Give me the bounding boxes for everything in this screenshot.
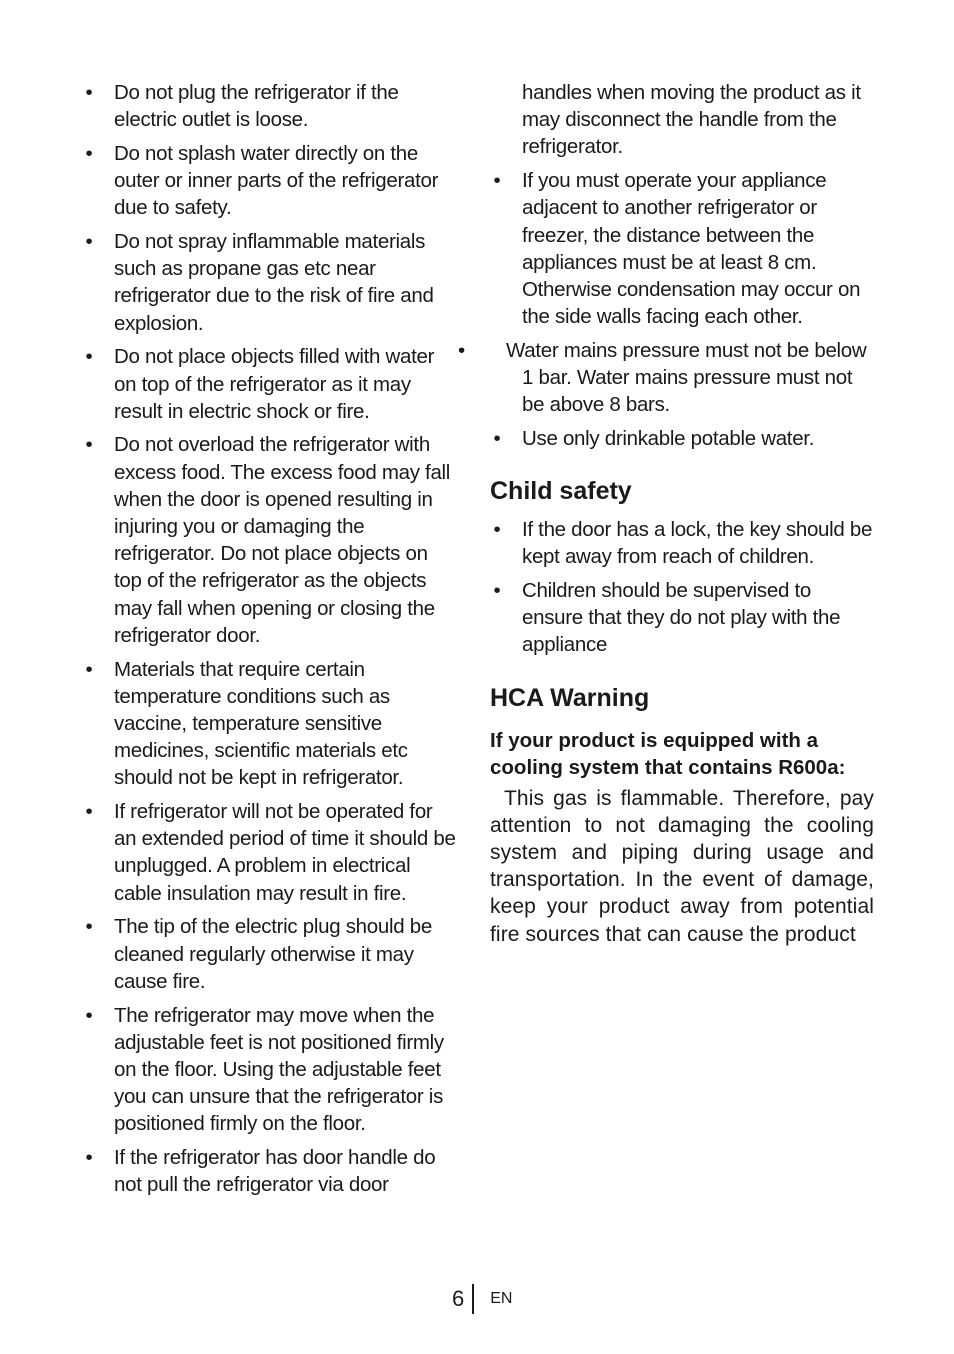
list-item: • Do not splash water directly on the outer or inner parts of the refrigerator due to safety. xyxy=(85,141,439,220)
continued-text: handles when moving the product as it may disconnect the handle from the refrigerator. xyxy=(522,81,861,159)
list-item: • If the door has a lock, the key should be kept away from reach of children. xyxy=(493,518,873,569)
page-number: 6 xyxy=(452,1286,465,1311)
water-list xyxy=(490,425,874,452)
page-footer xyxy=(452,1284,512,1314)
hca-subheading: If your product is equipped with a cooling system that contains R600a: xyxy=(490,728,846,779)
list-item: • Do not plug the refrigerator if the electric outlet is loose. xyxy=(85,81,399,132)
child-safety-list xyxy=(490,516,874,659)
list-item: • The refrigerator may move when the adjustable feet is not positioned firmly on the floor. Using the adjustable feet you can unsure that the refrigerator is positioned firmly on the floor. xyxy=(85,1003,444,1136)
child-safety-heading: Child safety xyxy=(490,477,632,506)
hca-paragraph: This gas is flammable. Therefore, pay attention to not damaging the cooling system and piping during usage and transportation. In the event of damage, keep your product away from potential fire sources that can cause the product xyxy=(490,786,874,946)
list-item: • If refrigerator will not be operated for an extended period of time it should be unplugged. A problem in electrical cable insulation may result in fire. xyxy=(85,800,456,905)
list-item: • Do not spray inflammable materials such as propane gas etc near refrigerator due to the risk of fire and explosion. xyxy=(85,230,434,335)
list-item: • Materials that require certain temperature conditions such as vaccine, temperature sensitive medicines, scientific materials etc should not be kept in refrigerator. xyxy=(85,657,408,790)
language-code: EN xyxy=(490,1290,513,1307)
list-item: • Children should be supervised to ensure that they do not play with the appliance xyxy=(493,579,841,657)
safety-list xyxy=(82,79,458,1198)
list-item: • If the refrigerator has door handle do not pull the refrigerator via door xyxy=(85,1146,436,1197)
list-item: • Do not place objects filled with water on top of the refrigerator as it may result in electric shock or fire. xyxy=(85,345,435,423)
list-item: • Water mains pressure must not be below 1 bar. Water mains pressure must not be above 8 bars. xyxy=(458,338,867,417)
list-item: • If you must operate your appliance adjacent to another refrigerator or freezer, the distance between the appliances must be at least 8 cm. Otherwise condensation may occur on the side walls facing each other. xyxy=(493,169,861,329)
list-item: • Do not overload the refrigerator with excess food. The excess food may fall when the door is opened resulting in injuring you or damaging the refrigerator. Do not place objects on top of the refrigerator as the objects may fall when opening or closing the refrigerator door. xyxy=(85,433,451,647)
list-item: • The tip of the electric plug should be cleaned regularly otherwise it may cause fire. xyxy=(85,915,432,993)
left-column xyxy=(82,79,458,1205)
hca-warning-heading: HCA Warning xyxy=(490,683,650,712)
installation-list xyxy=(490,167,874,330)
right-column xyxy=(458,79,874,948)
list-item: • Use only drinkable potable water. xyxy=(493,426,815,450)
